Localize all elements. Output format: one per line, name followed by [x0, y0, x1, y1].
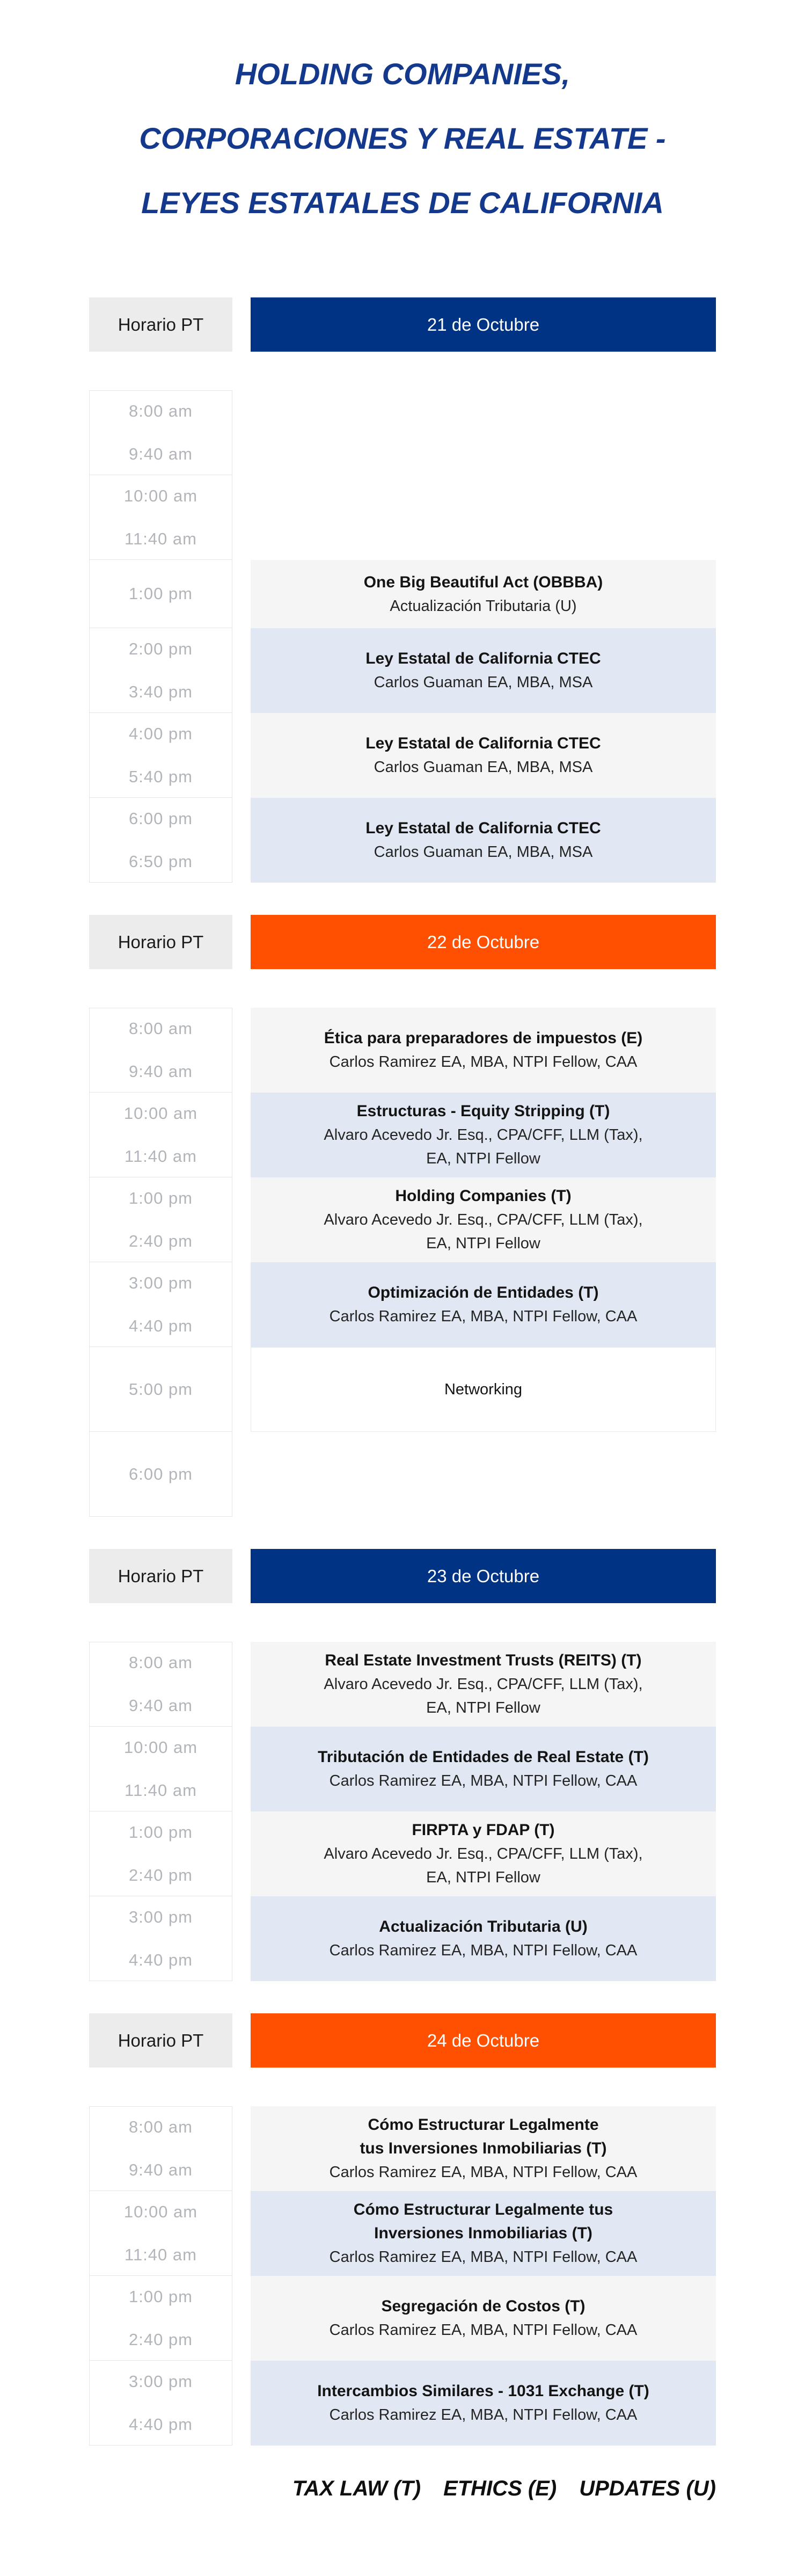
- schedule-row: [89, 2191, 716, 2276]
- schedule-row: [89, 2361, 716, 2446]
- session-speaker-line: Carlos Ramirez EA, MBA, NTPI Fellow, CAA: [329, 2248, 638, 2266]
- date-bar: 23 de Octubre: [251, 1549, 716, 1603]
- session-card: [251, 1727, 716, 1811]
- time-label: 2:00 pm: [128, 639, 193, 658]
- schedule-grid: [89, 2106, 716, 2446]
- schedule-row: [89, 798, 716, 883]
- time-label: 6:00 pm: [128, 809, 193, 828]
- horario-label: Horario PT: [89, 1549, 232, 1603]
- time-label: 9:40 am: [128, 2160, 193, 2179]
- time-label: 2:40 pm: [128, 1231, 193, 1250]
- time-label: 1:00 pm: [128, 1188, 193, 1207]
- session-title-line: Ley Estatal de California CTEC: [365, 734, 601, 752]
- time-cell: [89, 1093, 232, 1177]
- schedule-grid: [89, 390, 716, 883]
- session-speaker-line: Actualización Tributaria (U): [390, 597, 577, 615]
- session-speaker-line: EA, NTPI Fellow: [426, 1869, 540, 1886]
- session-speaker-line: Carlos Guaman EA, MBA, MSA: [374, 674, 593, 691]
- session-title-line: Optimización de Entidades (T): [368, 1284, 599, 1301]
- time-cell: [89, 1642, 232, 1727]
- time-cell: [89, 798, 232, 883]
- session-card: [251, 1177, 716, 1262]
- schedule-row: [89, 2276, 716, 2361]
- session-card: [251, 2361, 716, 2446]
- session-title-line: Inversiones Inmobiliarias (T): [374, 2224, 592, 2242]
- legend-item-ethics: ETHICS (E): [443, 2477, 557, 2500]
- session-speaker-line: Carlos Ramirez EA, MBA, NTPI Fellow, CAA: [329, 1308, 638, 1325]
- time-label: 11:40 am: [125, 1780, 197, 1800]
- schedule-grid: [89, 1642, 716, 1981]
- time-cell: [89, 475, 232, 560]
- time-cell: [89, 1896, 232, 1981]
- day-header: [89, 2013, 716, 2068]
- schedule-row: [89, 1093, 716, 1177]
- time-label: 10:00 am: [123, 2202, 198, 2221]
- time-label: 3:40 pm: [128, 682, 193, 701]
- legend-item-tax-law: TAX LAW (T): [292, 2477, 421, 2500]
- session-card: [251, 1093, 716, 1177]
- time-label: 11:40 am: [125, 2245, 197, 2264]
- session-title-line: Intercambios Similares - 1031 Exchange (T): [317, 2382, 649, 2400]
- time-cell: [89, 2276, 232, 2361]
- session-speaker-line: Carlos Guaman EA, MBA, MSA: [374, 759, 593, 776]
- time-label: 9:40 am: [128, 1062, 193, 1081]
- time-label: 1:00 pm: [128, 2287, 193, 2306]
- session-title-line: Ley Estatal de California CTEC: [365, 819, 601, 837]
- time-cell: [89, 560, 232, 628]
- time-label: 8:00 am: [128, 402, 193, 420]
- legend: [89, 2477, 716, 2501]
- session-card: [251, 1642, 716, 1727]
- time-cell: [89, 628, 232, 713]
- session-speaker-line: Carlos Ramirez EA, MBA, NTPI Fellow, CAA: [329, 1942, 638, 1959]
- time-cell: [89, 1727, 232, 1811]
- session-title-line: Actualización Tributaria (U): [379, 1918, 588, 1935]
- time-cell: [89, 2191, 232, 2276]
- time-label: 9:40 am: [128, 445, 193, 463]
- time-cell: [89, 1177, 232, 1262]
- day-header: [89, 1549, 716, 1603]
- schedule-row: [89, 713, 716, 798]
- session-title-line: One Big Beautiful Act (OBBBA): [363, 573, 603, 591]
- schedule-row: [89, 1262, 716, 1347]
- session-speaker-line: Alvaro Acevedo Jr. Esq., CPA/CFF, LLM (Tax),: [324, 1676, 643, 1693]
- time-label: 4:40 pm: [128, 1950, 193, 1969]
- time-cell: [89, 713, 232, 798]
- session-title-line: Ética para preparadores de impuestos (E): [324, 1029, 643, 1047]
- time-cell: [89, 390, 232, 475]
- session-card: [251, 2106, 716, 2191]
- time-label: 8:00 am: [128, 1653, 193, 1672]
- session-speaker-line: Carlos Ramirez EA, MBA, NTPI Fellow, CAA: [329, 1772, 638, 1789]
- schedule-row: [89, 1008, 716, 1093]
- time-label: 6:00 pm: [128, 1464, 193, 1483]
- time-cell: [89, 1347, 232, 1432]
- legend-item-updates: UPDATES (U): [579, 2477, 716, 2500]
- time-label: 8:00 am: [128, 2117, 193, 2136]
- time-label: 8:00 am: [128, 1019, 193, 1038]
- horario-label: Horario PT: [89, 915, 232, 969]
- schedule-row: [89, 1347, 716, 1432]
- time-cell: [89, 1432, 232, 1517]
- session-card: [251, 628, 716, 713]
- date-bar: 24 de Octubre: [251, 2013, 716, 2068]
- page-title-line: LEYES ESTATALES DE CALIFORNIA: [141, 186, 664, 220]
- schedule-grid: [89, 1008, 716, 1517]
- session-plain-label: Networking: [444, 1381, 523, 1398]
- schedule-row: [89, 1432, 716, 1517]
- session-speaker-line: Carlos Guaman EA, MBA, MSA: [374, 843, 593, 861]
- session-title-line: Segregación de Costos (T): [381, 2297, 586, 2315]
- day-sections: [89, 297, 716, 2446]
- session-card: [251, 713, 716, 798]
- time-label: 11:40 am: [125, 529, 197, 548]
- time-label: 2:40 pm: [128, 1865, 193, 1884]
- session-title-line: Cómo Estructurar Legalmente tus: [353, 2201, 613, 2218]
- session-speaker-line: Alvaro Acevedo Jr. Esq., CPA/CFF, LLM (Tax),: [324, 1845, 643, 1862]
- session-speaker-line: Carlos Ramirez EA, MBA, NTPI Fellow, CAA: [329, 1053, 638, 1071]
- session-empty: [251, 1432, 716, 1517]
- date-bar: 21 de Octubre: [251, 297, 716, 352]
- time-label: 1:00 pm: [128, 1822, 193, 1842]
- session-card: [251, 1008, 716, 1093]
- session-title-line: Holding Companies (T): [395, 1187, 572, 1205]
- session-card: [251, 1896, 716, 1981]
- time-label: 3:00 pm: [128, 1273, 193, 1292]
- time-label: 2:40 pm: [128, 2330, 193, 2349]
- session-card: [251, 2276, 716, 2361]
- time-label: 10:00 am: [123, 1103, 198, 1123]
- date-bar: 22 de Octubre: [251, 915, 716, 969]
- time-cell: [89, 2106, 232, 2191]
- session-title-line: tus Inversiones Inmobiliarias (T): [360, 2140, 607, 2157]
- schedule-row: [89, 390, 716, 475]
- schedule-row: [89, 1896, 716, 1981]
- time-cell: [89, 1008, 232, 1093]
- page-title: [89, 42, 716, 235]
- schedule-row: [89, 628, 716, 713]
- day-header: [89, 915, 716, 969]
- session-title-line: Real Estate Investment Trusts (REITS) (T): [325, 1651, 642, 1669]
- time-label: 11:40 am: [125, 1146, 197, 1166]
- session-empty: [251, 475, 716, 560]
- session-card: [251, 1811, 716, 1896]
- session-title-line: Estructuras - Equity Stripping (T): [356, 1102, 610, 1120]
- session-title-line: Tributación de Entidades de Real Estate (T): [318, 1748, 649, 1766]
- schedule-row: [89, 560, 716, 628]
- session-title-line: Ley Estatal de California CTEC: [365, 650, 601, 667]
- schedule-row: [89, 475, 716, 560]
- page-title-line: HOLDING COMPANIES,: [235, 57, 570, 91]
- time-label: 10:00 am: [123, 1737, 198, 1757]
- schedule-row: [89, 1811, 716, 1896]
- session-card: [251, 560, 716, 628]
- schedule-row: [89, 2106, 716, 2191]
- time-cell: [89, 1811, 232, 1896]
- time-cell: [89, 1262, 232, 1347]
- session-title-line: Cómo Estructurar Legalmente: [368, 2116, 599, 2134]
- session-speaker-line: Carlos Ramirez EA, MBA, NTPI Fellow, CAA: [329, 2164, 638, 2181]
- session-speaker-line: EA, NTPI Fellow: [426, 1150, 540, 1167]
- time-cell: [89, 2361, 232, 2446]
- time-label: 4:00 pm: [128, 724, 193, 743]
- session-card: [251, 1347, 716, 1432]
- day-section: [89, 1549, 716, 1981]
- schedule-row: [89, 1177, 716, 1262]
- time-label: 3:00 pm: [128, 1907, 193, 1926]
- day-section: [89, 297, 716, 883]
- time-label: 4:40 pm: [128, 1316, 193, 1335]
- session-speaker-line: Carlos Ramirez EA, MBA, NTPI Fellow, CAA: [329, 2322, 638, 2339]
- session-empty: [251, 390, 716, 475]
- schedule-row: [89, 1727, 716, 1811]
- horario-label: Horario PT: [89, 2013, 232, 2068]
- schedule-page: [89, 42, 716, 2501]
- day-section: [89, 915, 716, 1517]
- session-speaker-line: EA, NTPI Fellow: [426, 1235, 540, 1252]
- day-header: [89, 297, 716, 352]
- horario-label: Horario PT: [89, 297, 232, 352]
- time-label: 1:00 pm: [128, 584, 193, 603]
- session-title-line: FIRPTA y FDAP (T): [412, 1821, 555, 1839]
- session-speaker-line: EA, NTPI Fellow: [426, 1699, 540, 1716]
- time-label: 10:00 am: [123, 486, 198, 505]
- time-label: 4:40 pm: [128, 2414, 193, 2434]
- session-speaker-line: Alvaro Acevedo Jr. Esq., CPA/CFF, LLM (Tax),: [324, 1126, 643, 1144]
- time-label: 5:40 pm: [128, 767, 193, 786]
- session-card: [251, 798, 716, 883]
- schedule-row: [89, 1642, 716, 1727]
- time-label: 9:40 am: [128, 1696, 193, 1715]
- time-label: 6:50 pm: [128, 852, 193, 871]
- session-card: [251, 2191, 716, 2276]
- day-section: [89, 2013, 716, 2446]
- session-speaker-line: Alvaro Acevedo Jr. Esq., CPA/CFF, LLM (Tax),: [324, 1211, 643, 1228]
- session-card: [251, 1262, 716, 1347]
- time-label: 3:00 pm: [128, 2371, 193, 2391]
- time-label: 5:00 pm: [128, 1379, 193, 1399]
- page-title-line: CORPORACIONES Y REAL ESTATE -: [139, 121, 666, 155]
- session-speaker-line: Carlos Ramirez EA, MBA, NTPI Fellow, CAA: [329, 2406, 638, 2424]
